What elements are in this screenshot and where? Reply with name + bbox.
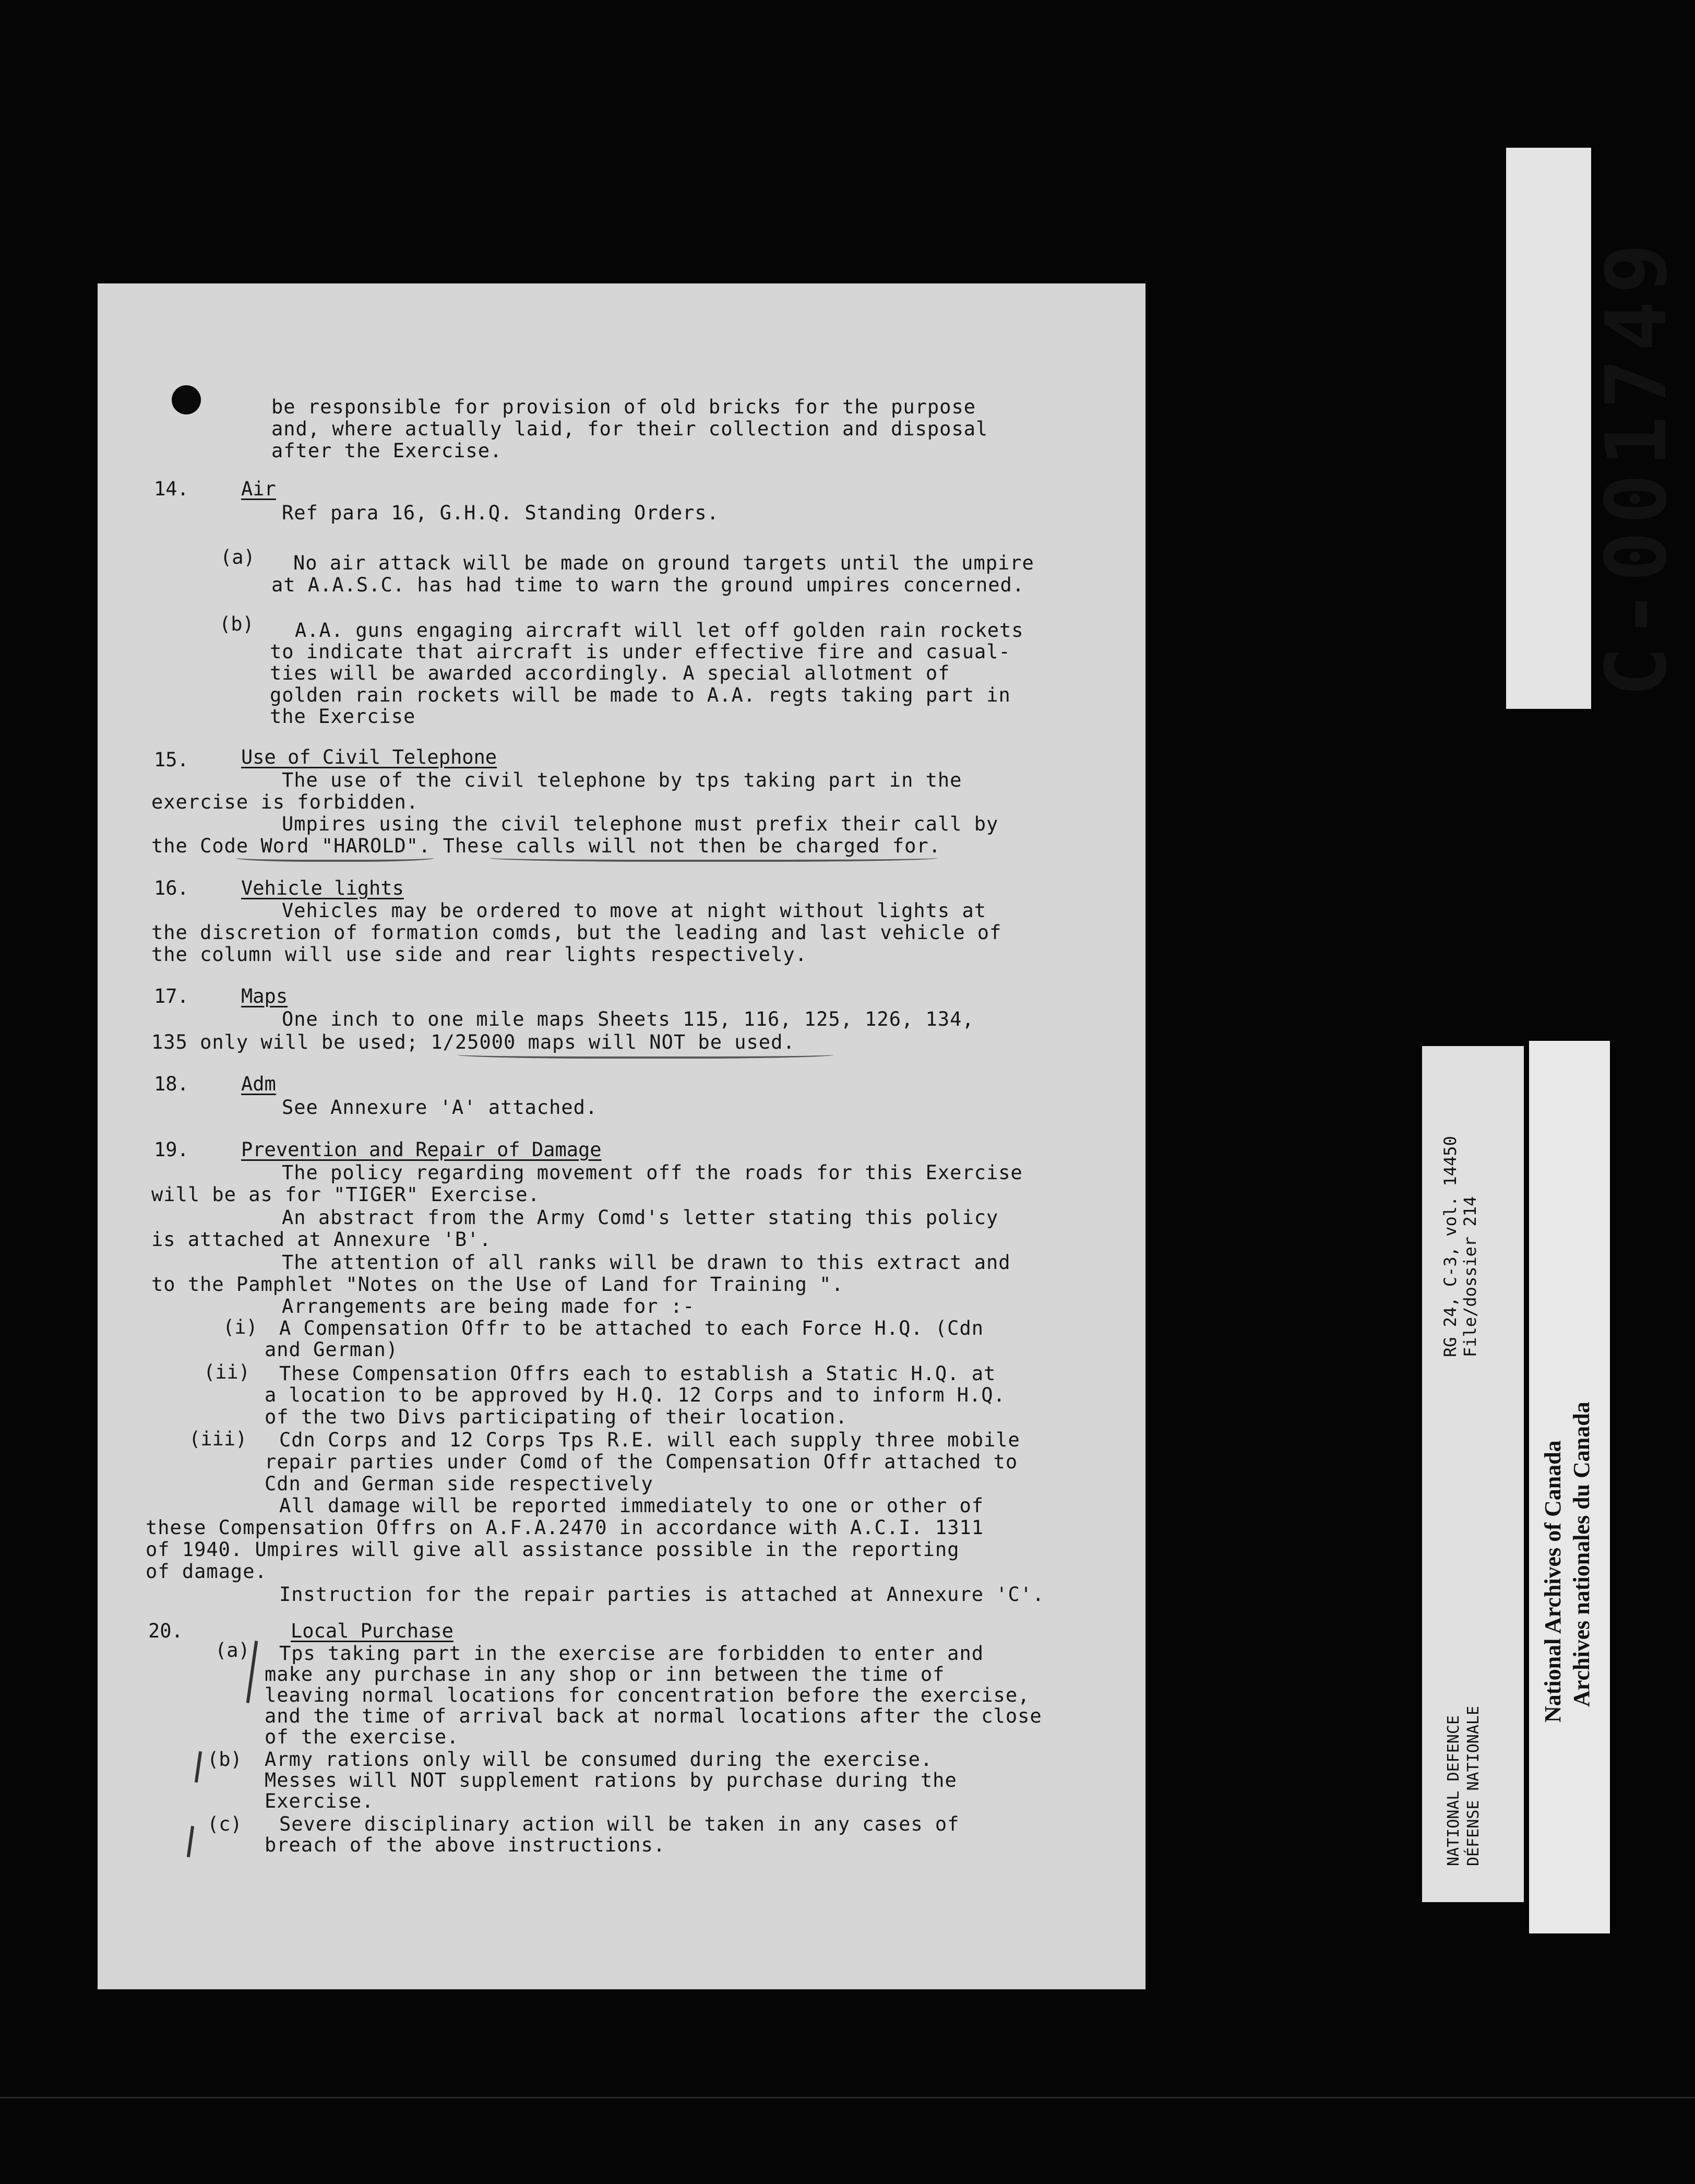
archive-number-stamp [1506,148,1591,709]
text-line: The policy regarding movement off the roads for this Exercise [282,1161,1023,1184]
text-line: to indicate that aircraft is under effective fire and casual- [270,640,1011,663]
dept-en: NATIONAL DEFENCE [1445,1715,1463,1866]
para-heading: Maps [241,985,288,1007]
text-line: a location to be approved by H.Q. 12 Corps and to inform H.Q. [265,1384,1006,1406]
text-line: of the two Divs participating of their location. [265,1406,848,1428]
text-line: and German) [265,1338,399,1361]
text-line: One inch to one mile maps Sheets 115, 116, 125, 126, 134, [282,1008,974,1030]
ref-line-1: RG 24, C-3, vol. 14450 [1440,1136,1460,1357]
sub-label: (c) [207,1813,242,1835]
sub-label: (ii) [204,1361,250,1383]
pen-mark [187,1826,194,1857]
text-line: the column will use side and rear lights respectively. [151,943,807,966]
text-line: after the Exercise. [271,440,503,462]
text-line: ties will be awarded accordingly. A special allotment of [270,662,950,684]
text-line: make any purchase in any shop or inn between the time of [265,1663,945,1686]
pen-underline [236,852,434,862]
text-line: Tps taking part in the exercise are forbidden to enter and [279,1642,984,1665]
text-line: An abstract from the Army Comd's letter stating this policy [282,1206,999,1229]
sub-label: (i) [223,1316,258,1338]
sub-label: (a) [220,546,255,568]
text-line: The attention of all ranks will be drawn to this extract and [282,1251,1011,1274]
text-line: A Compensation Offr to be attached to each Force H.Q. (Cdn [279,1317,984,1339]
pen-mark [195,1751,202,1783]
text-line: breach of the above instructions. [265,1834,666,1856]
para-number: 20. [148,1620,183,1642]
text-line: the Code Word "HAROLD". These calls will not then be charged for. [151,835,941,857]
ref-line-2: File/dossier 214 [1460,1196,1480,1357]
document-page [98,283,1145,1989]
text-line: Arrangements are being made for :- [282,1295,695,1317]
para-number: 17. [154,985,189,1007]
text-line: exercise is forbidden. [151,791,419,813]
text-line: A.A. guns engaging aircraft will let off golden rain rockets [295,619,1024,642]
text-line: Cdn Corps and 12 Corps Tps R.E. will each supply three mobile [279,1429,1020,1451]
para-heading: Local Purchase [291,1620,453,1642]
text-line: Army rations only will be consumed during the exercise. [265,1748,933,1771]
text-line: 135 only will be used; 1/25000 maps will NOT be used. [151,1031,795,1053]
text-line: Ref para 16, G.H.Q. Standing Orders. [282,502,719,524]
para-number: 19. [154,1138,189,1161]
text-line: these Compensation Offrs on A.F.A.2470 in accordance with A.C.I. 1311 [146,1516,984,1539]
text-line: golden rain rockets will be made to A.A. regts taking part in [270,684,1011,706]
text-line: of the exercise. [265,1726,459,1748]
text-line: repair parties under Comd of the Compensation Offr attached to [265,1451,1018,1473]
text-line: the discretion of formation comds, but the leading and last vehicle of [151,921,1002,944]
archives-fr: Archives nationales du Canada [1569,1402,1594,1707]
text-line: These Compensation Offrs each to establish a Static H.Q. at [279,1362,996,1385]
text-line: Vehicles may be ordered to move at night without lights at [282,899,987,922]
text-line: to the Pamphlet "Notes on the Use of Land for Training ". [151,1273,844,1296]
text-line: Severe disciplinary action will be taken in any cases of [279,1813,960,1835]
archives-en: National Archives of Canada [1540,1440,1566,1723]
text-line: of 1940. Umpires will give all assistance possible in the reporting [146,1538,960,1561]
dept-fr: DÉFENSE NATIONALE [1464,1705,1483,1866]
text-line: Cdn and German side respectively [265,1473,653,1495]
para-heading: Air [241,478,276,500]
text-line: Exercise. [265,1790,374,1812]
para-number: 18. [154,1073,189,1095]
text-line: Umpires using the civil telephone must prefix their call by [282,813,999,835]
sub-label: (iii) [189,1428,247,1450]
text-line: The use of the civil telephone by tps taking part in the [282,769,962,791]
para-heading: Prevention and Repair of Damage [241,1138,602,1161]
para-heading: Adm [241,1073,276,1095]
sub-label: (a) [215,1639,250,1661]
text-line: See Annexure 'A' attached. [282,1096,598,1119]
text-line: Messes will NOT supplement rations by purchase during the [265,1769,957,1791]
text-line: be responsible for provision of old bricks for the purpose [271,396,976,418]
para-heading: Vehicle lights [241,877,404,899]
text-line: the Exercise [270,705,416,728]
text-line: will be as for "TIGER" Exercise. [151,1183,540,1206]
sub-label: (b) [207,1748,242,1771]
scan-edge-line [0,2097,1695,2098]
para-number: 15. [154,749,189,771]
text-line: is attached at Annexure 'B'. [151,1228,492,1251]
pen-underline [489,852,938,862]
archive-number: C-001749 [1587,236,1685,697]
pen-underline [458,1049,833,1059]
punch-hole [172,385,201,414]
text-line: and the time of arrival back at normal locations after the close [265,1705,1042,1727]
text-line: of damage. [146,1560,267,1583]
text-line: at A.A.S.C. has had time to warn the ground umpires concerned. [271,574,1025,596]
para-number: 14. [154,478,189,500]
text-line: All damage will be reported immediately to one or other of [279,1494,984,1517]
para-heading: Use of Civil Telephone [241,746,497,768]
text-line: and, where actually laid, for their collection and disposal [271,418,988,440]
text-line: leaving normal locations for concentration before the exercise, [265,1684,1030,1706]
sub-label: (b) [219,613,254,635]
para-number: 16. [154,877,189,899]
text-line: Instruction for the repair parties is attached at Annexure 'C'. [279,1583,1045,1606]
text-line: No air attack will be made on ground targets until the umpire [293,552,1034,574]
